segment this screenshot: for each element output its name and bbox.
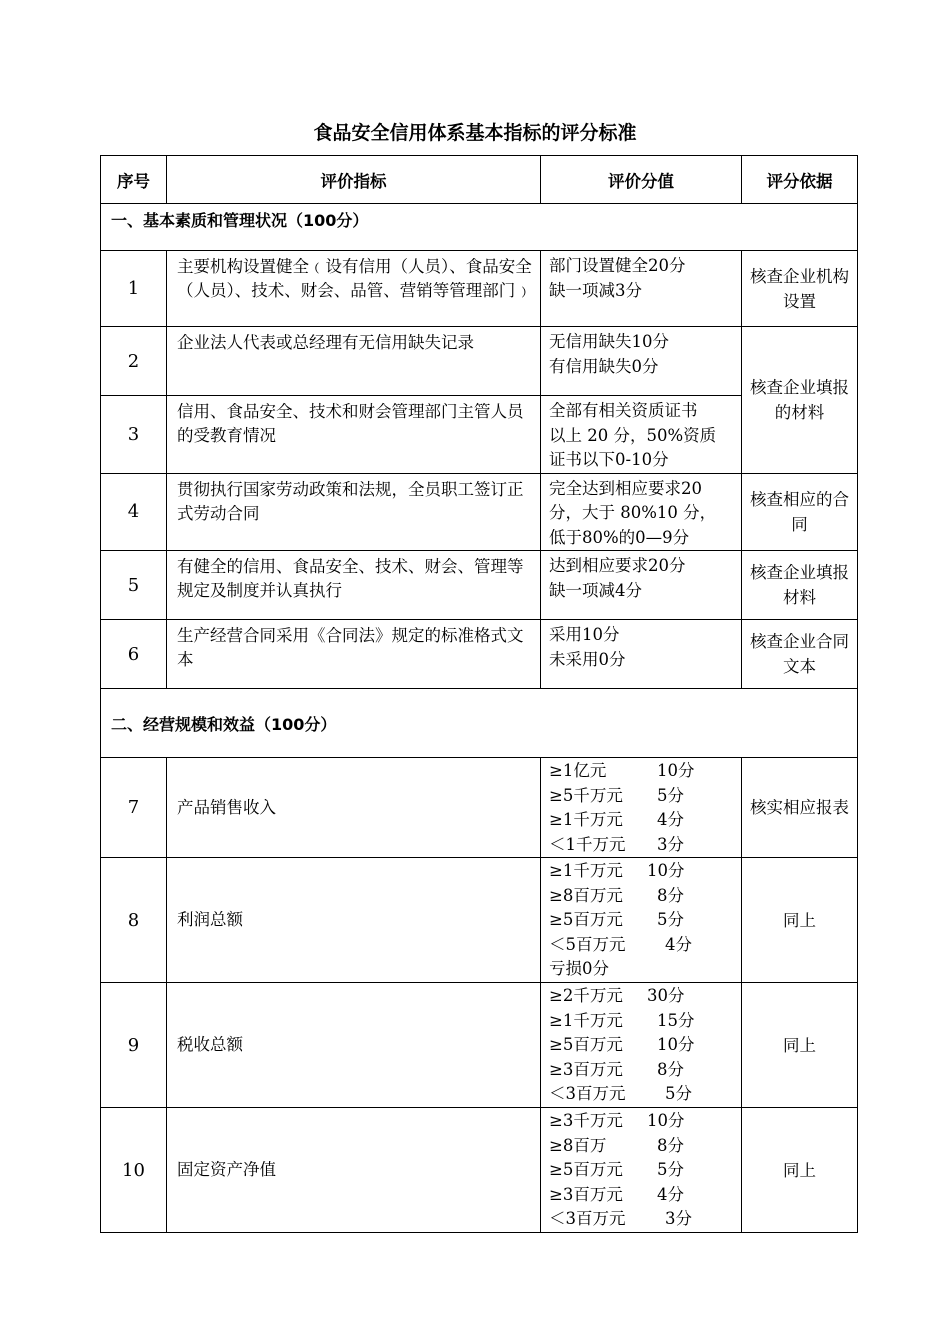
row-number: 8 <box>101 858 167 983</box>
row-score: 全部有相关资质证书 以上 20 分，50%资质 证书以下0-10分 <box>541 396 742 474</box>
row-basis: 核查企业填报材料 <box>742 551 858 620</box>
row-basis: 同上 <box>742 983 858 1108</box>
row-score: 无信用缺失10分 有信用缺失0分 <box>541 327 742 396</box>
row-basis: 核查企业合同文本 <box>742 620 858 689</box>
row-indicator: 固定资产净值 <box>167 1108 541 1233</box>
row-number: 5 <box>101 551 167 620</box>
row-indicator: 产品销售收入 <box>167 758 541 858</box>
row-indicator: 利润总额 <box>167 858 541 983</box>
row-indicator: 主要机构设置健全﹙设有信用（人员）、食品安全（人员）、技术、财会、品管、营销等管理部门﹚ <box>167 251 541 327</box>
row-basis: 核查企业机构设置 <box>742 251 858 327</box>
row-basis: 核实相应报表 <box>742 758 858 858</box>
table-row <box>101 858 858 983</box>
page-title: 食品安全信用体系基本指标的评分标准 <box>313 122 637 144</box>
row-number: 1 <box>101 251 167 327</box>
row-score: 达到相应要求20分 缺一项减4分 <box>541 551 742 620</box>
row-indicator: 生产经营合同采用《合同法》规定的标准格式文本 <box>167 620 541 689</box>
row-basis: 同上 <box>742 858 858 983</box>
row-number: 4 <box>101 473 167 551</box>
row-indicator: 贯彻执行国家劳动政策和法规，全员职工签订正式劳动合同 <box>167 473 541 551</box>
header-score: 评价分值 <box>541 156 742 204</box>
row-basis: 核查相应的合同 <box>742 473 858 551</box>
section-row <box>101 204 858 251</box>
table-row <box>101 620 858 689</box>
table-row <box>101 758 858 858</box>
table-row <box>101 327 858 396</box>
table-row <box>101 551 858 620</box>
table-row <box>101 983 858 1108</box>
row-number: 3 <box>101 396 167 474</box>
row-number: 6 <box>101 620 167 689</box>
section-title: 一、基本素质和管理状况（100分） <box>101 204 858 251</box>
table-row <box>101 251 858 327</box>
row-indicator: 企业法人代表或总经理有无信用缺失记录 <box>167 327 541 396</box>
row-number: 9 <box>101 983 167 1108</box>
row-number: 10 <box>101 1108 167 1233</box>
table-row <box>101 473 858 551</box>
header-basis: 评分依据 <box>742 156 858 204</box>
row-score: 部门设置健全20分 缺一项减3分 <box>541 251 742 327</box>
table-header-row <box>101 156 858 204</box>
header-no: 序号 <box>101 156 167 204</box>
row-score: 采用10分 未采用0分 <box>541 620 742 689</box>
table-row <box>101 1108 858 1233</box>
score-table <box>100 155 858 1233</box>
row-score: ≥1千万元 10分 ≥8百万元 8分 ≥5百万元 5分 ＜5百万元 4分 亏损0分 <box>541 858 742 983</box>
row-indicator: 信用、食品安全、技术和财会管理部门主管人员的受教育情况 <box>167 396 541 474</box>
section-title: 二、经营规模和效益（100分） <box>101 689 858 758</box>
row-number: 2 <box>101 327 167 396</box>
row-score: 完全达到相应要求20 分，大于 80%10 分， 低于80%的0—9分 <box>541 473 742 551</box>
row-number: 7 <box>101 758 167 858</box>
row-basis: 核查企业填报的材料 <box>742 327 858 474</box>
row-score: ≥3千万元 10分 ≥8百万 8分 ≥5百万元 5分 ≥3百万元 4分 ＜3百万元 3分 <box>541 1108 742 1233</box>
header-indicator: 评价指标 <box>167 156 541 204</box>
section-row <box>101 689 858 758</box>
row-score: ≥2千万元 30分 ≥1千万元 15分 ≥5百万元 10分 ≥3百万元 8分 ＜3百万元 5分 <box>541 983 742 1108</box>
row-basis: 同上 <box>742 1108 858 1233</box>
row-indicator: 税收总额 <box>167 983 541 1108</box>
row-score: ≥1亿元 10分 ≥5千万元 5分 ≥1千万元 4分 ＜1千万元 3分 <box>541 758 742 858</box>
row-indicator: 有健全的信用、食品安全、技术、财会、管理等规定及制度并认真执行 <box>167 551 541 620</box>
